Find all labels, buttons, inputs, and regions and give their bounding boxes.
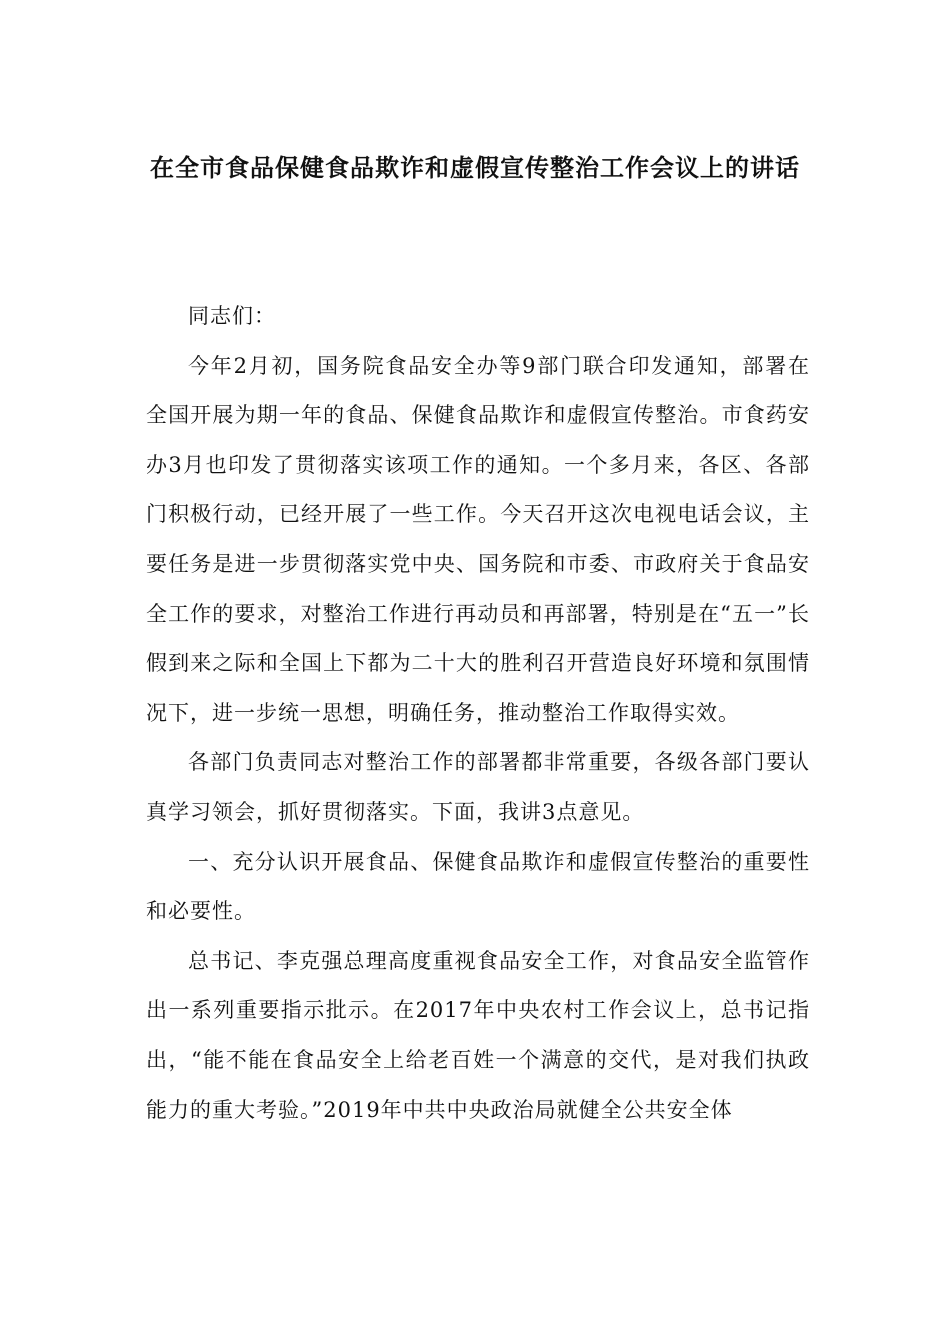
- intro-paragraph: 今年2月初，国务院食品安全办等9部门联合印发通知，部署在全国开展为期一年的食品、保健食品欺诈和虚假宣传整治。市食药安办3月也印发了贯彻落实该项工作的通知。一个多月来，各区、各部门积极行动，已经开展了一些工作。今天召开这次电视电话会议，主要任务是进一步贯彻落实党中央、国务院和市委、市政府关于食品安全工作的要求，对整治工作进行再动员和再部署，特别是在“五一”长假到来之际和全国上下都为二十大的胜利召开营造良好环境和氛围情况下，进一步统一思想，明确任务，推动整治工作取得实效。: [146, 353, 810, 725]
- document-body: [146, 292, 810, 1135]
- section-one-paragraph: 总书记、李克强总理高度重视食品安全工作，对食品安全监管作出一系列重要指示批示。在2017年中央农村工作会议上，总书记指出，“能不能在食品安全上给老百姓一个满意的交代，是对我们执政能力的重大考验。”2019年中共中央政治局就健全公共安全体: [146, 948, 810, 1122]
- salutation-paragraph: 同志们：: [188, 304, 276, 328]
- section-heading-one: 一、充分认识开展食品、保健食品欺诈和虚假宣传整治的重要性和必要性。: [146, 849, 810, 924]
- requirements-paragraph: 各部门负责同志对整治工作的部署都非常重要，各级各部门要认真学习领会，抓好贯彻落实。下面，我讲3点意见。: [146, 750, 810, 824]
- document-title: 在全市食品保健食品欺诈和虚假宣传整治工作会议上的讲话: [150, 153, 800, 182]
